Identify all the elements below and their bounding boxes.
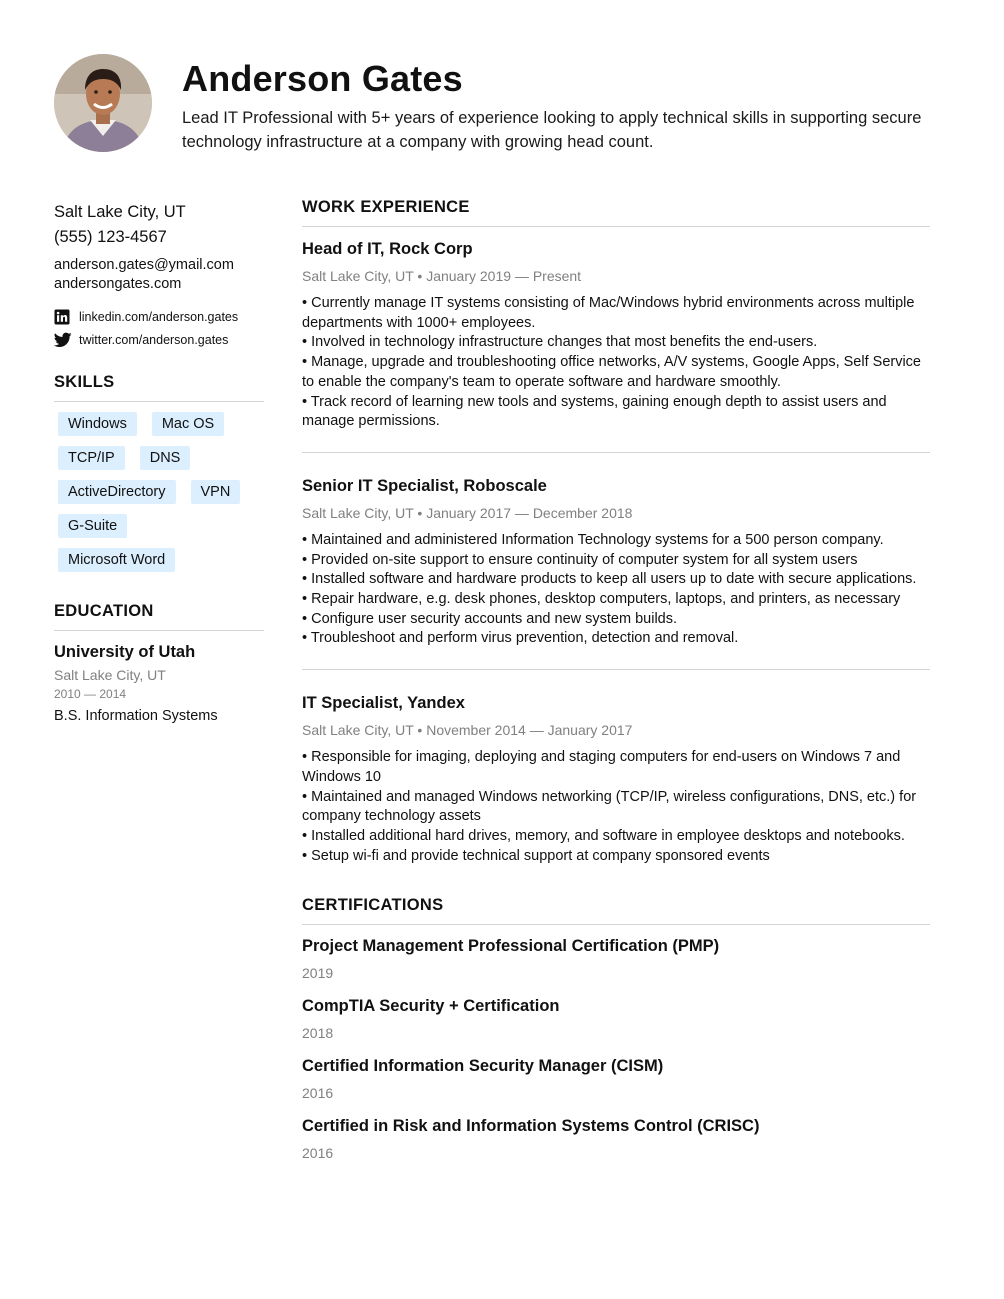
education-heading: EDUCATION bbox=[54, 602, 264, 631]
job-bullets bbox=[302, 748, 930, 866]
contact-phone: (555) 123-4567 bbox=[54, 228, 167, 246]
job-title: Senior IT Specialist, Roboscale bbox=[302, 476, 547, 495]
job-bullets bbox=[302, 294, 930, 432]
job-bullet: • Configure user security accounts and new system builds. bbox=[302, 610, 678, 627]
job-bullet: • Manage, upgrade and troubleshooting office networks, A/V systems, Google Apps, Self Service to enable the company's team to operate software and hardware smoothly. bbox=[302, 354, 921, 390]
job-bullet: • Provided on-site support to ensure continuity of computer system for all system users bbox=[302, 551, 858, 568]
education-school: University of Utah bbox=[54, 643, 196, 661]
cert-entry bbox=[302, 936, 930, 983]
sidebar bbox=[54, 200, 264, 726]
skill-chip: TCP/IP bbox=[58, 446, 125, 470]
work-experience-section bbox=[302, 198, 930, 866]
skill-chip: VPN bbox=[191, 480, 241, 504]
certifications-heading: CERTIFICATIONS bbox=[302, 896, 930, 925]
profile-photo-icon bbox=[54, 54, 152, 152]
work-experience-heading: WORK EXPERIENCE bbox=[302, 198, 930, 227]
contact-block bbox=[54, 200, 264, 294]
cert-year: 2016 bbox=[302, 1145, 334, 1162]
job-entry bbox=[302, 227, 930, 453]
skills-section bbox=[54, 373, 264, 582]
candidate-name: Anderson Gates bbox=[182, 58, 463, 99]
cert-entry bbox=[302, 1116, 930, 1163]
twitter-link[interactable] bbox=[54, 328, 264, 351]
job-bullet: • Maintained and administered Information Technology systems for a 500 person company. bbox=[302, 531, 884, 548]
twitter-url: twitter.com/anderson.gates bbox=[79, 332, 229, 347]
linkedin-url: linkedin.com/anderson.gates bbox=[79, 309, 239, 324]
job-bullet: • Responsible for imaging, deploying and staging computers for end-users on Windows 7 and Windows 10 bbox=[302, 749, 901, 785]
profile-summary: Lead IT Professional with 5+ years of experience looking to apply technical skills in supporting secure technology infrastructure at a company with growing head count. bbox=[182, 109, 922, 151]
job-title: IT Specialist, Yandex bbox=[302, 694, 465, 713]
job-meta: Salt Lake City, UT • November 2014 — January 2017 bbox=[302, 722, 633, 739]
job-meta: Salt Lake City, UT • January 2019 — Present bbox=[302, 268, 582, 284]
skills-list bbox=[54, 412, 264, 582]
linkedin-icon bbox=[54, 309, 70, 325]
job-bullet: • Troubleshoot and perform virus prevention, detection and removal. bbox=[302, 630, 739, 647]
job-title: Head of IT, Rock Corp bbox=[302, 240, 473, 258]
cert-entry bbox=[302, 996, 930, 1043]
job-bullets bbox=[302, 531, 930, 649]
cert-name: Certified in Risk and Information Systems Control (CRISC) bbox=[302, 1117, 760, 1136]
cert-year: 2016 bbox=[302, 1085, 334, 1102]
cert-year: 2019 bbox=[302, 965, 334, 982]
resume-header bbox=[54, 54, 954, 164]
education-section bbox=[54, 602, 264, 726]
job-bullet: • Installed software and hardware products to keep all users up to date with secure applications. bbox=[302, 571, 917, 588]
skill-chip: DNS bbox=[140, 446, 191, 470]
cert-year: 2018 bbox=[302, 1025, 334, 1042]
twitter-icon bbox=[54, 332, 70, 348]
job-bullet: • Currently manage IT systems consisting of Mac/Windows hybrid environments across multiple departments with 1000+ employees. bbox=[302, 295, 915, 331]
cert-name: CompTIA Security + Certification bbox=[302, 997, 560, 1016]
job-bullet: • Maintained and managed Windows networking (TCP/IP, wireless configurations, DNS, etc.) for company technology assets bbox=[302, 788, 917, 825]
education-years: 2010 — 2014 bbox=[54, 687, 127, 701]
contact-email[interactable]: anderson.gates@ymail.com bbox=[54, 257, 234, 273]
job-bullet: • Setup wi-fi and provide technical support at company sponsored events bbox=[302, 847, 770, 864]
skill-chip: Mac OS bbox=[152, 412, 224, 436]
job-entry bbox=[302, 453, 930, 670]
job-meta: Salt Lake City, UT • January 2017 — December 2018 bbox=[302, 504, 633, 521]
job-bullet: • Repair hardware, e.g. desk phones, desktop computers, laptops, and printers, as necessary bbox=[302, 591, 901, 608]
avatar bbox=[54, 54, 152, 152]
contact-location: Salt Lake City, UT bbox=[54, 203, 186, 221]
cert-name: Project Management Professional Certification (PMP) bbox=[302, 937, 720, 956]
skill-chip: G-Suite bbox=[58, 514, 127, 538]
skills-heading: SKILLS bbox=[54, 373, 264, 402]
skill-chip: Microsoft Word bbox=[58, 548, 175, 572]
education-degree: B.S. Information Systems bbox=[54, 708, 218, 724]
cert-entry bbox=[302, 1056, 930, 1103]
job-bullet: • Track record of learning new tools and systems, gaining enough depth to assist users and manage permissions. bbox=[302, 393, 887, 430]
job-entry bbox=[302, 670, 930, 866]
skill-chip: Windows bbox=[58, 412, 137, 436]
cert-name: Certified Information Security Manager (CISM) bbox=[302, 1057, 664, 1076]
contact-website[interactable]: andersongates.com bbox=[54, 276, 182, 292]
job-bullet: • Involved in technology infrastructure changes that most benefits the end-users. bbox=[302, 334, 818, 351]
linkedin-link[interactable] bbox=[54, 305, 264, 328]
education-location: Salt Lake City, UT bbox=[54, 667, 166, 683]
skill-chip: ActiveDirectory bbox=[58, 480, 176, 504]
social-links bbox=[54, 305, 264, 351]
certifications-section bbox=[302, 896, 930, 1163]
job-bullet: • Installed additional hard drives, memory, and software in employee desktops and notebooks. bbox=[302, 827, 905, 844]
main-content bbox=[302, 198, 930, 1163]
